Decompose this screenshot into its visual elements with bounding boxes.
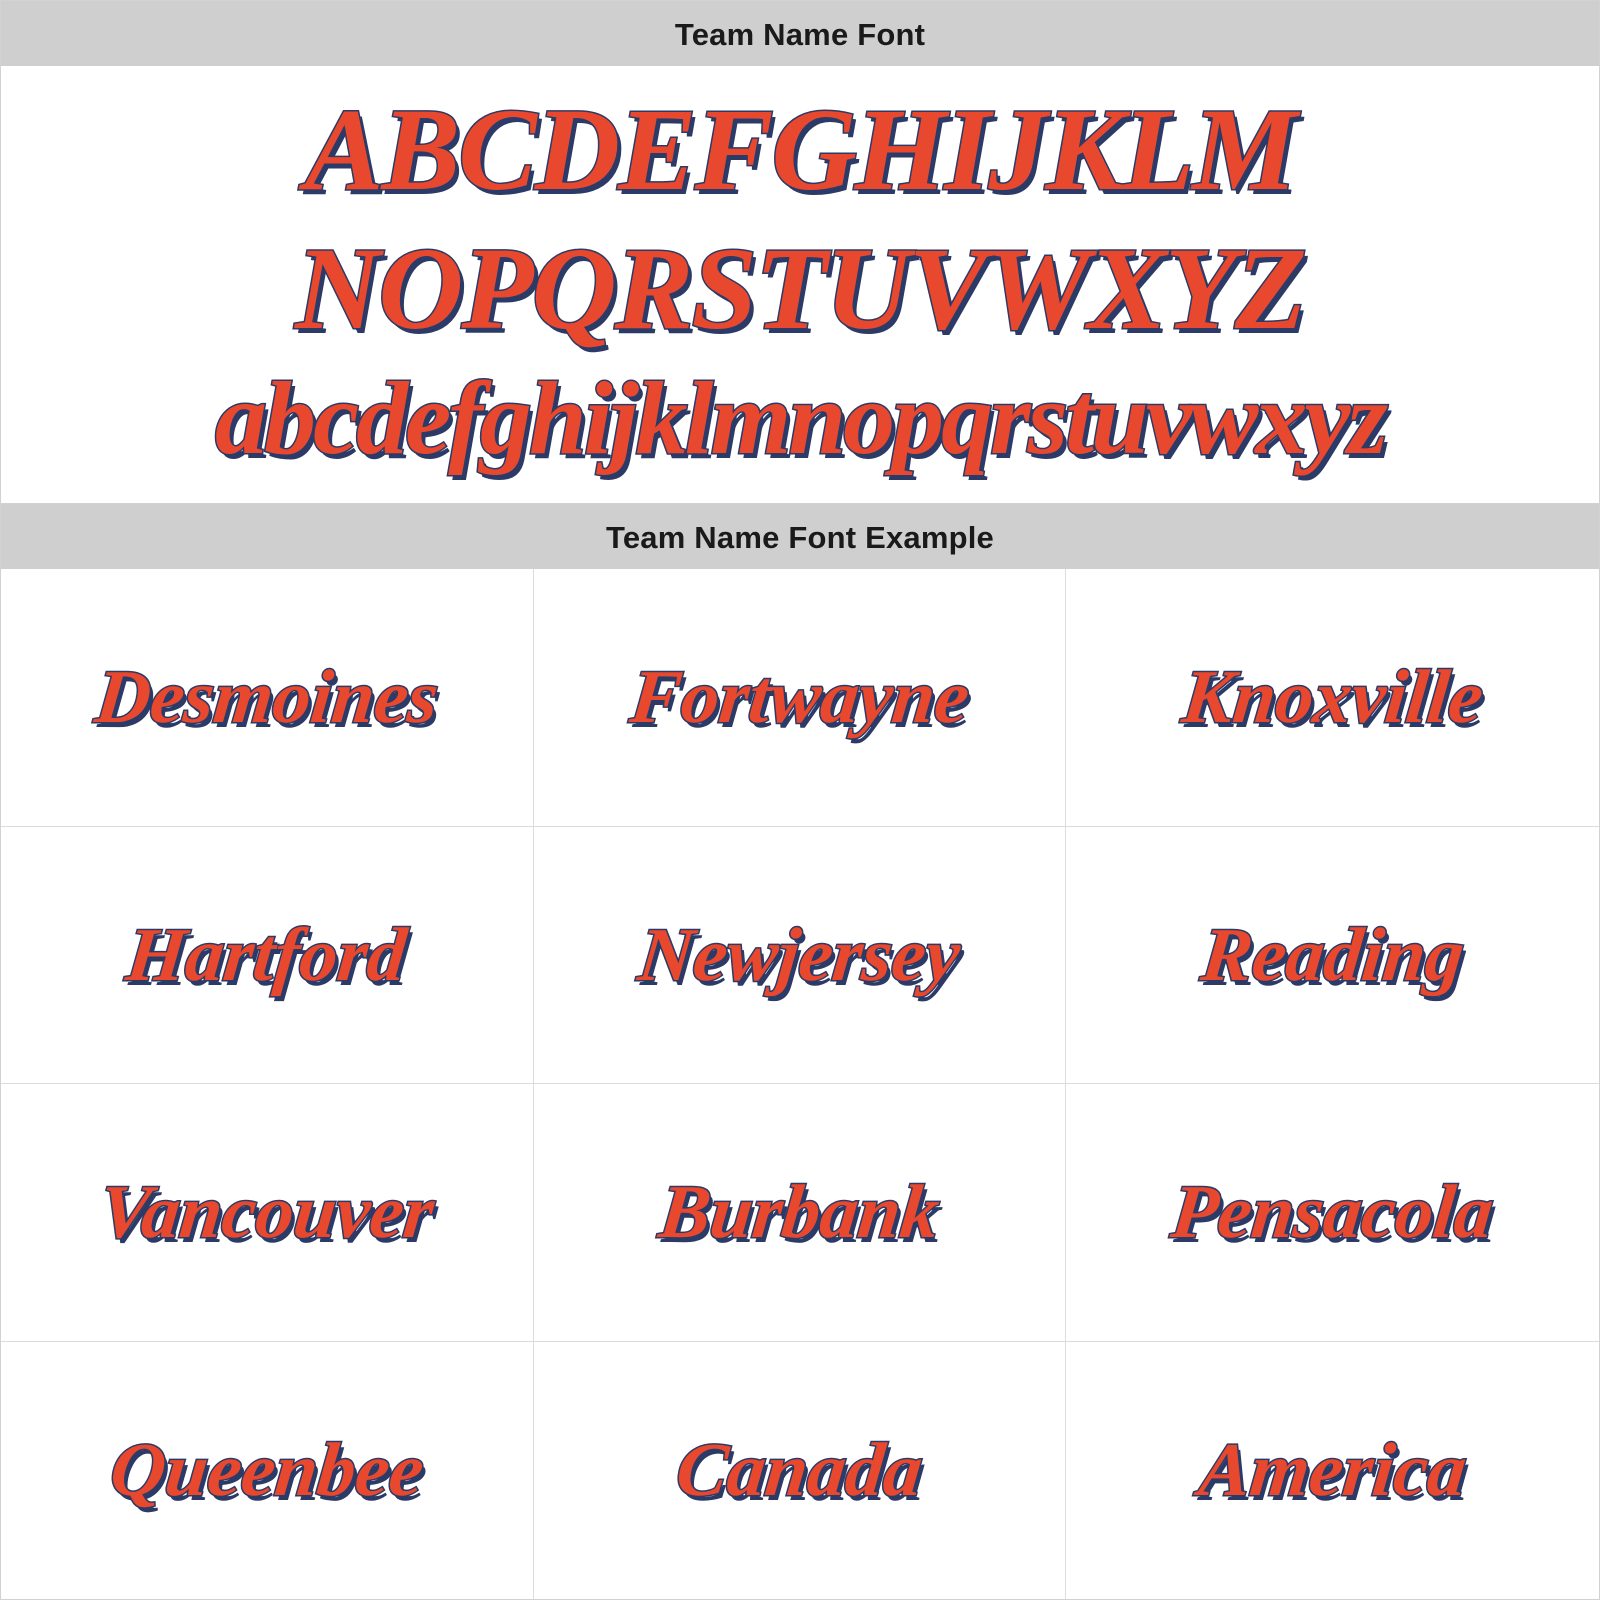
font-example-cell[interactable] <box>1066 1084 1599 1341</box>
font-example-text: Reading <box>1197 912 1468 997</box>
font-example-cell[interactable] <box>1 827 534 1084</box>
alphabet-uppercase-row-1: ABCDEFGHIJKLM <box>304 84 1296 215</box>
font-example-cell[interactable] <box>1066 827 1599 1084</box>
font-example-cell[interactable] <box>1 569 534 826</box>
team-name-font-header: Team Name Font <box>1 1 1599 66</box>
font-example-text: Pensacola <box>1167 1170 1498 1255</box>
font-example-cell[interactable] <box>534 1342 1067 1599</box>
font-example-text: Newjersey <box>634 912 965 997</box>
font-example-text: Hartford <box>123 912 411 997</box>
alphabet-block <box>1 66 1599 504</box>
font-example-text: Desmoines <box>91 655 443 740</box>
font-example-text: Canada <box>672 1428 927 1513</box>
font-example-text: Burbank <box>655 1170 944 1255</box>
font-example-cell[interactable] <box>534 569 1067 826</box>
font-example-cell[interactable] <box>1 1342 534 1599</box>
font-example-cell[interactable] <box>1066 1342 1599 1599</box>
team-name-font-example-header: Team Name Font Example <box>1 504 1599 569</box>
font-example-text: Knoxville <box>1178 655 1487 740</box>
font-example-text: America <box>1195 1428 1471 1513</box>
alphabet-uppercase-row-2: NOPQRSTUVWXYZ <box>295 223 1305 355</box>
font-example-cell[interactable] <box>1066 569 1599 826</box>
font-example-text: Queenbee <box>106 1428 428 1513</box>
font-example-text: Fortwayne <box>626 655 973 740</box>
font-example-cell[interactable] <box>534 827 1067 1084</box>
font-example-grid <box>1 569 1599 1599</box>
font-example-cell[interactable] <box>534 1084 1067 1341</box>
font-example-text: Vancouver <box>95 1170 439 1255</box>
font-example-cell[interactable] <box>1 1084 534 1341</box>
alphabet-lowercase-row: abcdefghijklmnopqrstuvwxyz <box>214 361 1386 477</box>
